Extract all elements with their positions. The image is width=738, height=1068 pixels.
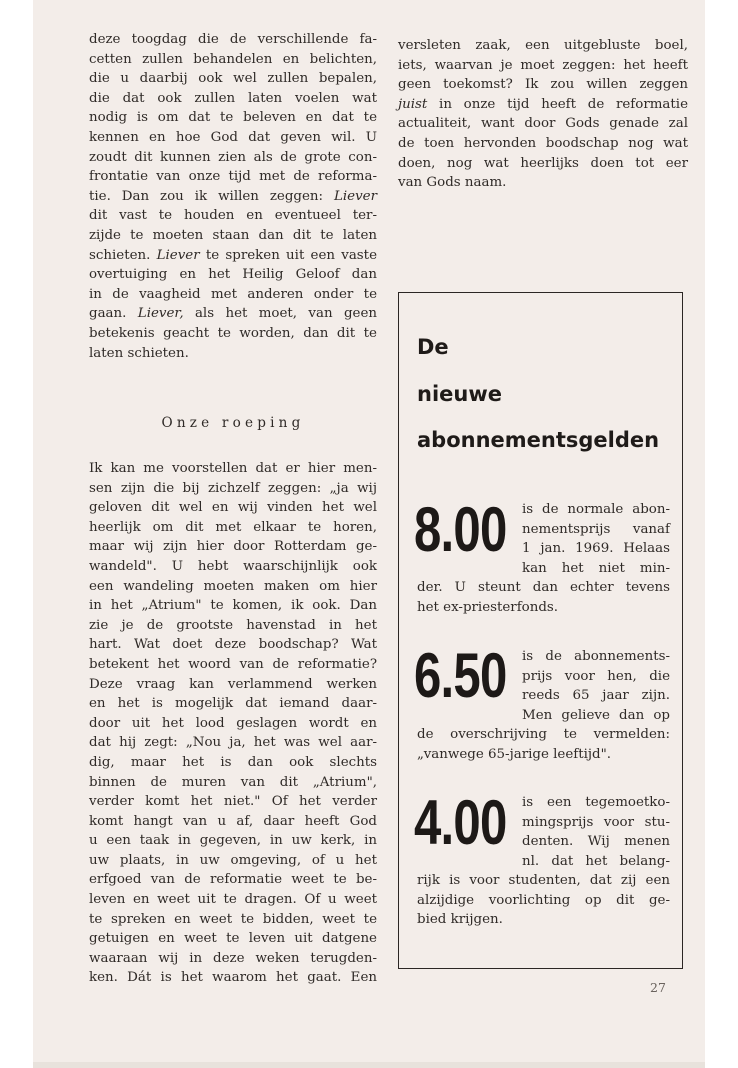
box-title-line-3: abonnementsgelden — [417, 428, 660, 452]
text-line: geen toekomst? Ik zou willen zeggen — [398, 77, 688, 93]
text-line: zijde te moeten staan dan dit te laten — [89, 227, 377, 243]
text-line: alzijdige voorlichting op dit ge- — [417, 892, 670, 908]
page-number: 27 — [650, 980, 666, 995]
text-line: het ex-priesterfonds. — [417, 599, 559, 615]
price-seniors-side-text — [522, 647, 670, 725]
right-column-paragraph — [398, 36, 688, 193]
price-seniors-text — [417, 725, 670, 764]
price-regular-text — [417, 578, 670, 617]
text-line: is een tegemoetko- — [522, 795, 670, 810]
text-line: iets, waarvan je moet zeggen: het heeft — [398, 57, 688, 73]
text-line: kennen en hoe God dat geven wil. U — [89, 129, 377, 145]
text-line: overtuiging en het Heilig Geloof dan — [89, 267, 377, 283]
text-line: dig, maar het is dan ook slechts — [89, 754, 377, 770]
text-line: is de normale abon- — [522, 502, 670, 517]
box-title-line-1: De — [417, 335, 449, 359]
text-line: ken. Dát is het waarom het gaat. Een — [89, 970, 377, 986]
text-line: die u daarbij ook wel zullen bepalen, — [89, 71, 377, 87]
text-line: mingsprijs voor stu- — [522, 814, 670, 830]
text-line: een wandeling moeten maken om hier — [89, 578, 377, 594]
text-line: geloven dit wel en wij vinden het wel — [89, 500, 377, 516]
price-students-text — [417, 871, 670, 930]
text-line: schieten. Liever te spreken uit een vaste — [89, 247, 377, 263]
text-line: te spreken en weet te bidden, weet te — [89, 911, 377, 927]
text-line: Ik kan me voorstellen dat er hier men- — [89, 461, 377, 476]
subscription-box — [398, 292, 683, 969]
left-column-paragraph-2 — [89, 459, 377, 988]
text-line: prijs voor hen, die — [522, 668, 670, 684]
text-line: dat hij zegt: „Nou ja, het was wel aar- — [89, 735, 377, 751]
text-line: uw plaats, in uw omgeving, of u het — [89, 852, 377, 868]
price-students: 4.00 — [414, 788, 507, 858]
text-line: is de abonnements- — [522, 649, 670, 664]
text-line: laten schieten. — [89, 345, 189, 361]
text-line: nementsprijs vanaf — [522, 521, 670, 537]
text-line: kan het niet min- — [522, 560, 670, 576]
text-line: maar wij zijn hier door Rotterdam ge- — [89, 539, 377, 555]
price-students-side-text — [522, 793, 670, 871]
page-edge — [33, 1062, 705, 1068]
text-line: en het is mogelijk dat iemand daar- — [89, 696, 377, 712]
text-line: Deze vraag kan verlammend werken — [89, 676, 377, 692]
text-line: hart. Wat doet deze boodschap? Wat — [89, 637, 377, 653]
text-line: die dat ook zullen laten voelen wat — [89, 90, 377, 106]
text-line: „vanwege 65-jarige leeftijd". — [417, 746, 612, 762]
text-line: komt hangt van u af, daar heeft God — [89, 813, 377, 829]
text-line: Men gelieve dan op — [522, 707, 670, 723]
text-line: in de vaagheid met anderen onder te — [89, 286, 377, 302]
text-line: dit vast te houden en eventueel ter- — [89, 208, 377, 224]
box-title-line-2: nieuwe — [417, 382, 502, 406]
text-line: waaraan wij in deze weken terugden- — [89, 950, 377, 966]
text-line: nl. dat het belang- — [522, 853, 670, 869]
text-line: nodig is om dat te beleven en dat te — [89, 110, 377, 126]
price-seniors: 6.50 — [414, 641, 507, 711]
text-line: juist in onze tijd heeft de reformatie — [398, 96, 688, 112]
text-line: gaan. Liever, als het moet, van geen — [89, 306, 378, 322]
text-line: doen, nog wat heerlijks doen tot eer — [398, 155, 688, 171]
text-line: frontatie van onze tijd met de reforma- — [89, 169, 377, 185]
text-line: u een taak in gegeven, in uw kerk, in — [89, 833, 377, 849]
text-line: zie je de grootste havenstad in het — [89, 617, 377, 633]
text-line: betekent het woord van de reformatie? — [89, 656, 377, 672]
text-line: der. U steunt dan echter tevens — [417, 580, 670, 595]
section-heading: Onze roeping — [161, 415, 305, 431]
text-line: leven en weet uit te dragen. Of u weet — [89, 892, 377, 908]
text-line: zoudt dit kunnen zien als de grote con- — [89, 149, 377, 165]
text-line: de toen hervonden boodschap nog wat — [398, 135, 688, 151]
text-line: betekenis geacht te worden, dan dit te — [89, 325, 377, 341]
text-line: 1 jan. 1969. Helaas — [522, 541, 670, 557]
text-line: van Gods naam. — [398, 175, 507, 191]
text-line: heerlijk om dit met elkaar te horen, — [89, 519, 377, 535]
left-column-paragraph-1 — [89, 30, 377, 363]
text-line: denten. Wij menen — [522, 834, 670, 850]
text-line: door uit het lood geslagen wordt en — [89, 715, 377, 731]
text-line: verder komt het niet." Of het verder — [89, 794, 377, 810]
price-regular-side-text — [522, 500, 670, 578]
text-line: reeds 65 jaar zijn. — [522, 688, 670, 704]
text-line: in het „Atrium" te komen, ik ook. Dan — [89, 598, 377, 614]
text-line: wandeld". U hebt waarschijnlijk ook — [89, 558, 377, 574]
text-line: bied krijgen. — [417, 912, 503, 928]
text-line: getuigen en weet te leven uit datgene — [89, 931, 377, 947]
text-line: de overschrijving te vermelden: — [417, 727, 670, 742]
text-line: binnen de muren van dit „Atrium", — [89, 774, 377, 790]
text-line: actualiteit, want door Gods genade zal — [398, 116, 688, 132]
text-line: deze toogdag die de verschillende fa- — [89, 32, 377, 47]
text-line: cetten zullen behandelen en belichten, — [89, 51, 377, 67]
text-line: versleten zaak, een uitgebluste boel, — [398, 38, 688, 53]
text-line: sen zijn die bij zichzelf zeggen: „ja wij — [89, 480, 377, 496]
text-line: tie. Dan zou ik willen zeggen: Liever — [89, 188, 377, 204]
text-line: rijk is voor studenten, dat zij een — [417, 873, 670, 888]
text-line: erfgoed van de reformatie weet te be- — [89, 872, 377, 888]
price-regular: 8.00 — [414, 495, 507, 565]
